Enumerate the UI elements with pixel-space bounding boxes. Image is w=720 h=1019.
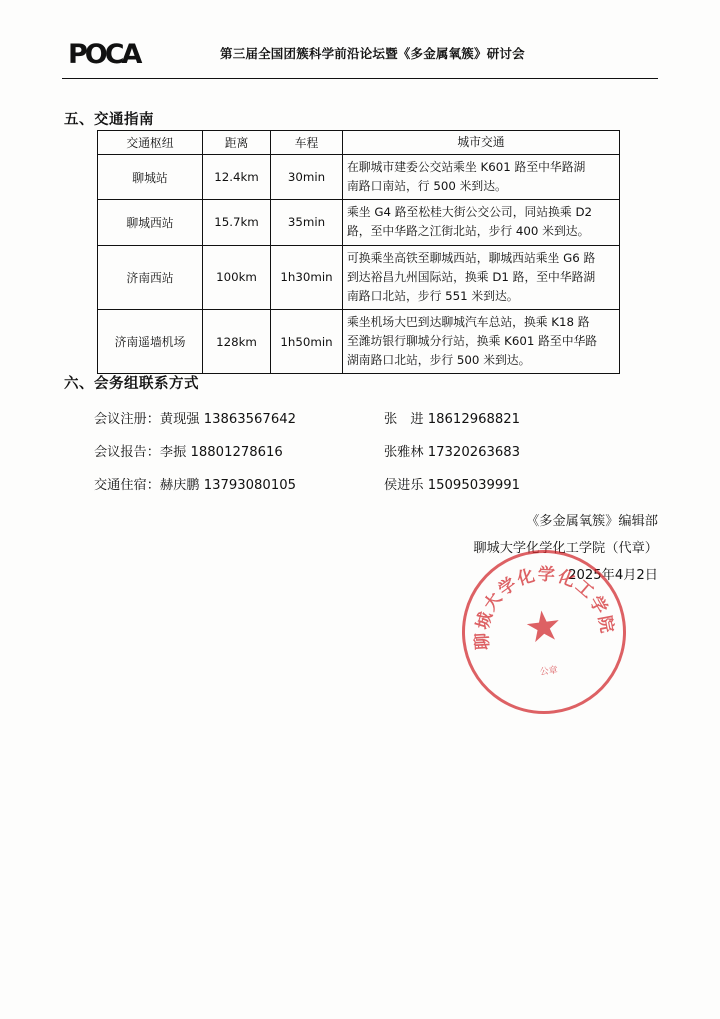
cell-distance: 12.4km — [203, 155, 271, 200]
cell-duration: 30min — [271, 155, 343, 200]
info-line: 路，至中华路之江街北站，步行 400 米到达。 — [347, 224, 590, 239]
contact-transport-second: 侯进乐 15095039991 — [384, 478, 521, 493]
info-line: 乘坐 G4 路至松桂大街公交公司，同站换乘 D2 — [347, 205, 593, 220]
cell-info — [343, 200, 620, 245]
column-header-hub: 交通枢纽 — [98, 131, 203, 155]
seal-star-icon: ★ — [521, 602, 565, 653]
cell-distance: 15.7km — [203, 200, 271, 245]
svg-text:聊城大学化学化工学院: 聊城大学化学化工学院 — [472, 564, 618, 651]
traffic-table — [97, 130, 620, 374]
seal-subtext: 公章 — [539, 665, 559, 678]
cell-hub: 济南西站 — [98, 245, 203, 309]
header-title: 第三届全国团簇科学前沿论坛暨《多金属氧簇》研讨会 — [220, 46, 525, 61]
info-line: 至潍坊银行聊城分行站，换乘 K601 路至中华路 — [347, 333, 598, 348]
info-line: 到达裕昌九州国际站，换乘 D1 路，至中华路湖 — [347, 269, 596, 284]
seal-inner — [456, 544, 632, 720]
signature-editorial: 《多金属氧簇》编辑部 — [526, 514, 658, 529]
cell-duration: 1h30min — [271, 245, 343, 309]
cell-hub: 聊城站 — [98, 155, 203, 200]
column-header-distance: 距离 — [203, 131, 271, 155]
cell-duration: 1h50min — [271, 309, 343, 373]
list-item — [64, 474, 624, 507]
info-line: 可换乘坐高铁至聊城西站，聊城西站乘坐 G6 路 — [347, 250, 596, 265]
info-line: 南路口北站，步行 551 米到达。 — [347, 288, 519, 303]
official-seal — [453, 541, 636, 724]
list-item — [64, 408, 624, 441]
contact-registration-second: 张 进 18612968821 — [384, 412, 521, 427]
poca-logo: POCA — [68, 39, 140, 70]
contact-list — [64, 408, 624, 507]
header-divider — [62, 78, 658, 79]
info-line: 湖南路口北站，步行 500 米到达。 — [347, 353, 531, 368]
cell-info — [343, 245, 620, 309]
column-header-duration: 车程 — [271, 131, 343, 155]
cell-distance: 128km — [203, 309, 271, 373]
contact-transport: 交通住宿：赫庆鹏 13793080105 — [94, 478, 296, 493]
contact-report: 会议报告：李振 18801278616 — [94, 445, 283, 460]
table-row — [98, 200, 620, 245]
signature-date: 2025年4月2日 — [568, 568, 658, 584]
cell-info — [343, 309, 620, 373]
cell-hub: 聊城西站 — [98, 200, 203, 245]
cell-info — [343, 155, 620, 200]
signature-institution: 聊城大学化学化工学院（代章） — [473, 541, 658, 557]
info-line: 南路口南站，行 500 米到达。 — [347, 179, 507, 194]
table-row — [98, 155, 620, 200]
table-row — [98, 245, 620, 309]
cell-distance: 100km — [203, 245, 271, 309]
section-heading-traffic: 五、交通指南 — [64, 112, 154, 128]
table-row — [98, 309, 620, 373]
contact-registration: 会议注册：黄现强 13863567642 — [94, 412, 296, 427]
table-header-row — [98, 131, 620, 155]
cell-duration: 35min — [271, 200, 343, 245]
info-line: 在聊城市建委公交站乘坐 K601 路至中华路湖 — [347, 160, 586, 175]
section-heading-contacts: 六、会务组联系方式 — [64, 376, 199, 392]
page-header — [62, 38, 658, 82]
contact-report-second: 张雅林 17320263683 — [384, 445, 521, 460]
cell-hub: 济南遥墙机场 — [98, 309, 203, 373]
info-line: 乘坐机场大巴到达聊城汽车总站，换乘 K18 路 — [347, 314, 590, 329]
column-header-city-transport: 城市交通 — [343, 131, 620, 155]
list-item — [64, 441, 624, 474]
